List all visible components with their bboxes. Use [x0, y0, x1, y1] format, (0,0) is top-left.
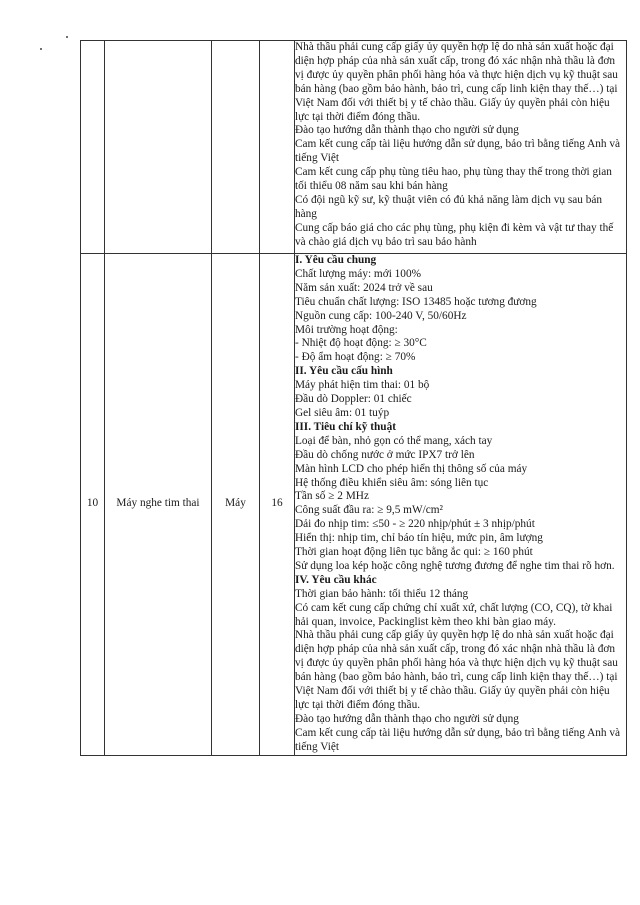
table-row: [81, 41, 627, 254]
spec-line: Tiêu chuẩn chất lượng: ISO 13485 hoặc tương đương: [295, 295, 537, 308]
spec-line: Đầu dò chống nước ở mức IPX7 trở lên: [295, 448, 475, 461]
spec-line: Nhà thầu phải cung cấp giấy ủy quyền hợp lệ do nhà sản xuất hoặc đại diện hợp pháp của nhà sản xuất cấp, trong đó xác nhận nhà thầu là đơn vị được ủy quyền phân phối hàng hóa và thực hiện dịch vụ kỹ thuật sau bán hàng (bao gồm bảo hành, bảo trì, cung cấp linh kiện thay thế…) tại Việt Nam đối với thiết bị y tế chào thầu. Giấy ủy quyền phải còn hiệu lực tại thời điểm đóng thầu.: [295, 41, 618, 123]
spec-line: Cung cấp báo giá cho các phụ tùng, phụ kiện đi kèm và vật tư thay thế và chào giá dịch vụ bảo trì sau bảo hành: [295, 221, 614, 248]
scan-speck: [66, 36, 68, 38]
table-row: [81, 254, 627, 756]
spec-line: Tần số ≥ 2 MHz: [295, 490, 369, 503]
spec-table-body: [81, 41, 627, 756]
quantity-cell: [260, 41, 295, 254]
spec-line: Hiển thị: nhịp tim, chỉ báo tín hiệu, mức pin, âm lượng: [295, 532, 543, 545]
spec-line: Thời gian bảo hành: tối thiểu 12 tháng: [295, 587, 469, 600]
spec-line: Môi trường hoạt động:: [295, 323, 398, 336]
spec-line: Màn hình LCD cho phép hiển thị thông số của máy: [295, 462, 528, 475]
spec-line: - Nhiệt độ hoạt động: ≥ 30°C: [295, 337, 427, 350]
spec-line: Nguồn cung cấp: 100-240 V, 50/60Hz: [295, 309, 467, 322]
spec-line: Chất lượng máy: mới 100%: [295, 267, 422, 280]
row-number-cell: 10: [81, 254, 105, 756]
specification-cell: [295, 41, 627, 254]
spec-line: Loại để bàn, nhỏ gọn có thể mang, xách tay: [295, 434, 493, 447]
spec-line: Máy phát hiện tim thai: 01 bộ: [295, 379, 430, 392]
spec-line: Thời gian hoạt động liên tục bằng ắc qui: ≥ 160 phút: [295, 546, 533, 559]
row-number-cell: [81, 41, 105, 254]
spec-line: Đào tạo hướng dẫn thành thạo cho người sử dụng: [295, 124, 519, 137]
spec-line: Đầu dò Doppler: 01 chiếc: [295, 393, 412, 406]
spec-line: Nhà thầu phải cung cấp giấy ủy quyền hợp lệ do nhà sản xuất hoặc đại diện hợp pháp của nhà sản xuất cấp, trong đó xác nhận nhà thầu là đơn vị được ủy quyền phân phối hàng hóa và thực hiện dịch vụ kỹ thuật sau bán hàng (bao gồm bảo hành, bảo trì, cung cấp linh kiện thay thế…) tại Việt Nam đối với thiết bị y tế chào thầu. Giấy ủy quyền phải còn hiệu lực tại thời điểm đóng thầu.: [295, 629, 618, 711]
spec-line: Sử dụng loa kép hoặc công nghệ tương đương để nghe tim thai rõ hơn.: [295, 559, 615, 572]
unit-cell: Máy: [212, 254, 260, 756]
spec-line: Cam kết cung cấp tài liệu hướng dẫn sử dụng, bảo trì bằng tiếng Anh và tiếng Việt: [295, 138, 621, 165]
spec-line: Cam kết cung cấp tài liệu hướng dẫn sử dụng, bảo trì bằng tiếng Anh và tiếng Việt: [295, 726, 621, 753]
scan-speck: [40, 48, 42, 50]
spec-line: Năm sản xuất: 2024 trở về sau: [295, 281, 433, 294]
spec-section-heading: IV. Yêu cầu khác: [295, 573, 377, 586]
item-name-cell: [105, 41, 212, 254]
spec-section-heading: II. Yêu cầu cấu hình: [295, 365, 393, 378]
spec-section-heading: III. Tiêu chí kỹ thuật: [295, 420, 396, 433]
spec-table: [80, 40, 627, 756]
spec-section-heading: I. Yêu cầu chung: [295, 254, 377, 266]
spec-line: Đào tạo hướng dẫn thành thạo cho người sử dụng: [295, 712, 519, 725]
spec-line: Gel siêu âm: 01 tuýp: [295, 406, 390, 419]
spec-line: Dải đo nhịp tim: ≤50 - ≥ 220 nhịp/phút ± 3 nhịp/phút: [295, 518, 535, 531]
spec-line: Công suất đầu ra: ≥ 9,5 mW/cm²: [295, 504, 443, 517]
item-name-cell: Máy nghe tim thai: [105, 254, 212, 756]
quantity-cell: 16: [260, 254, 295, 756]
unit-cell: [212, 41, 260, 254]
specification-cell: [295, 254, 627, 756]
spec-line: Cam kết cung cấp phụ tùng tiêu hao, phụ tùng thay thế trong thời gian tối thiểu 08 năm sau khi bán hàng: [295, 166, 612, 193]
spec-line: Hệ thống điều khiển siêu âm: sóng liên tục: [295, 476, 489, 489]
spec-line: Có đội ngũ kỹ sư, kỹ thuật viên có đủ khả năng làm dịch vụ sau bán hàng: [295, 193, 603, 220]
spec-line: - Độ ẩm hoạt động: ≥ 70%: [295, 351, 416, 364]
spec-line: Có cam kết cung cấp chứng chỉ xuất xứ, chất lượng (CO, CQ), tờ khai hải quan, invoice, Packinglist kèm theo khi bàn giao máy.: [295, 601, 613, 628]
